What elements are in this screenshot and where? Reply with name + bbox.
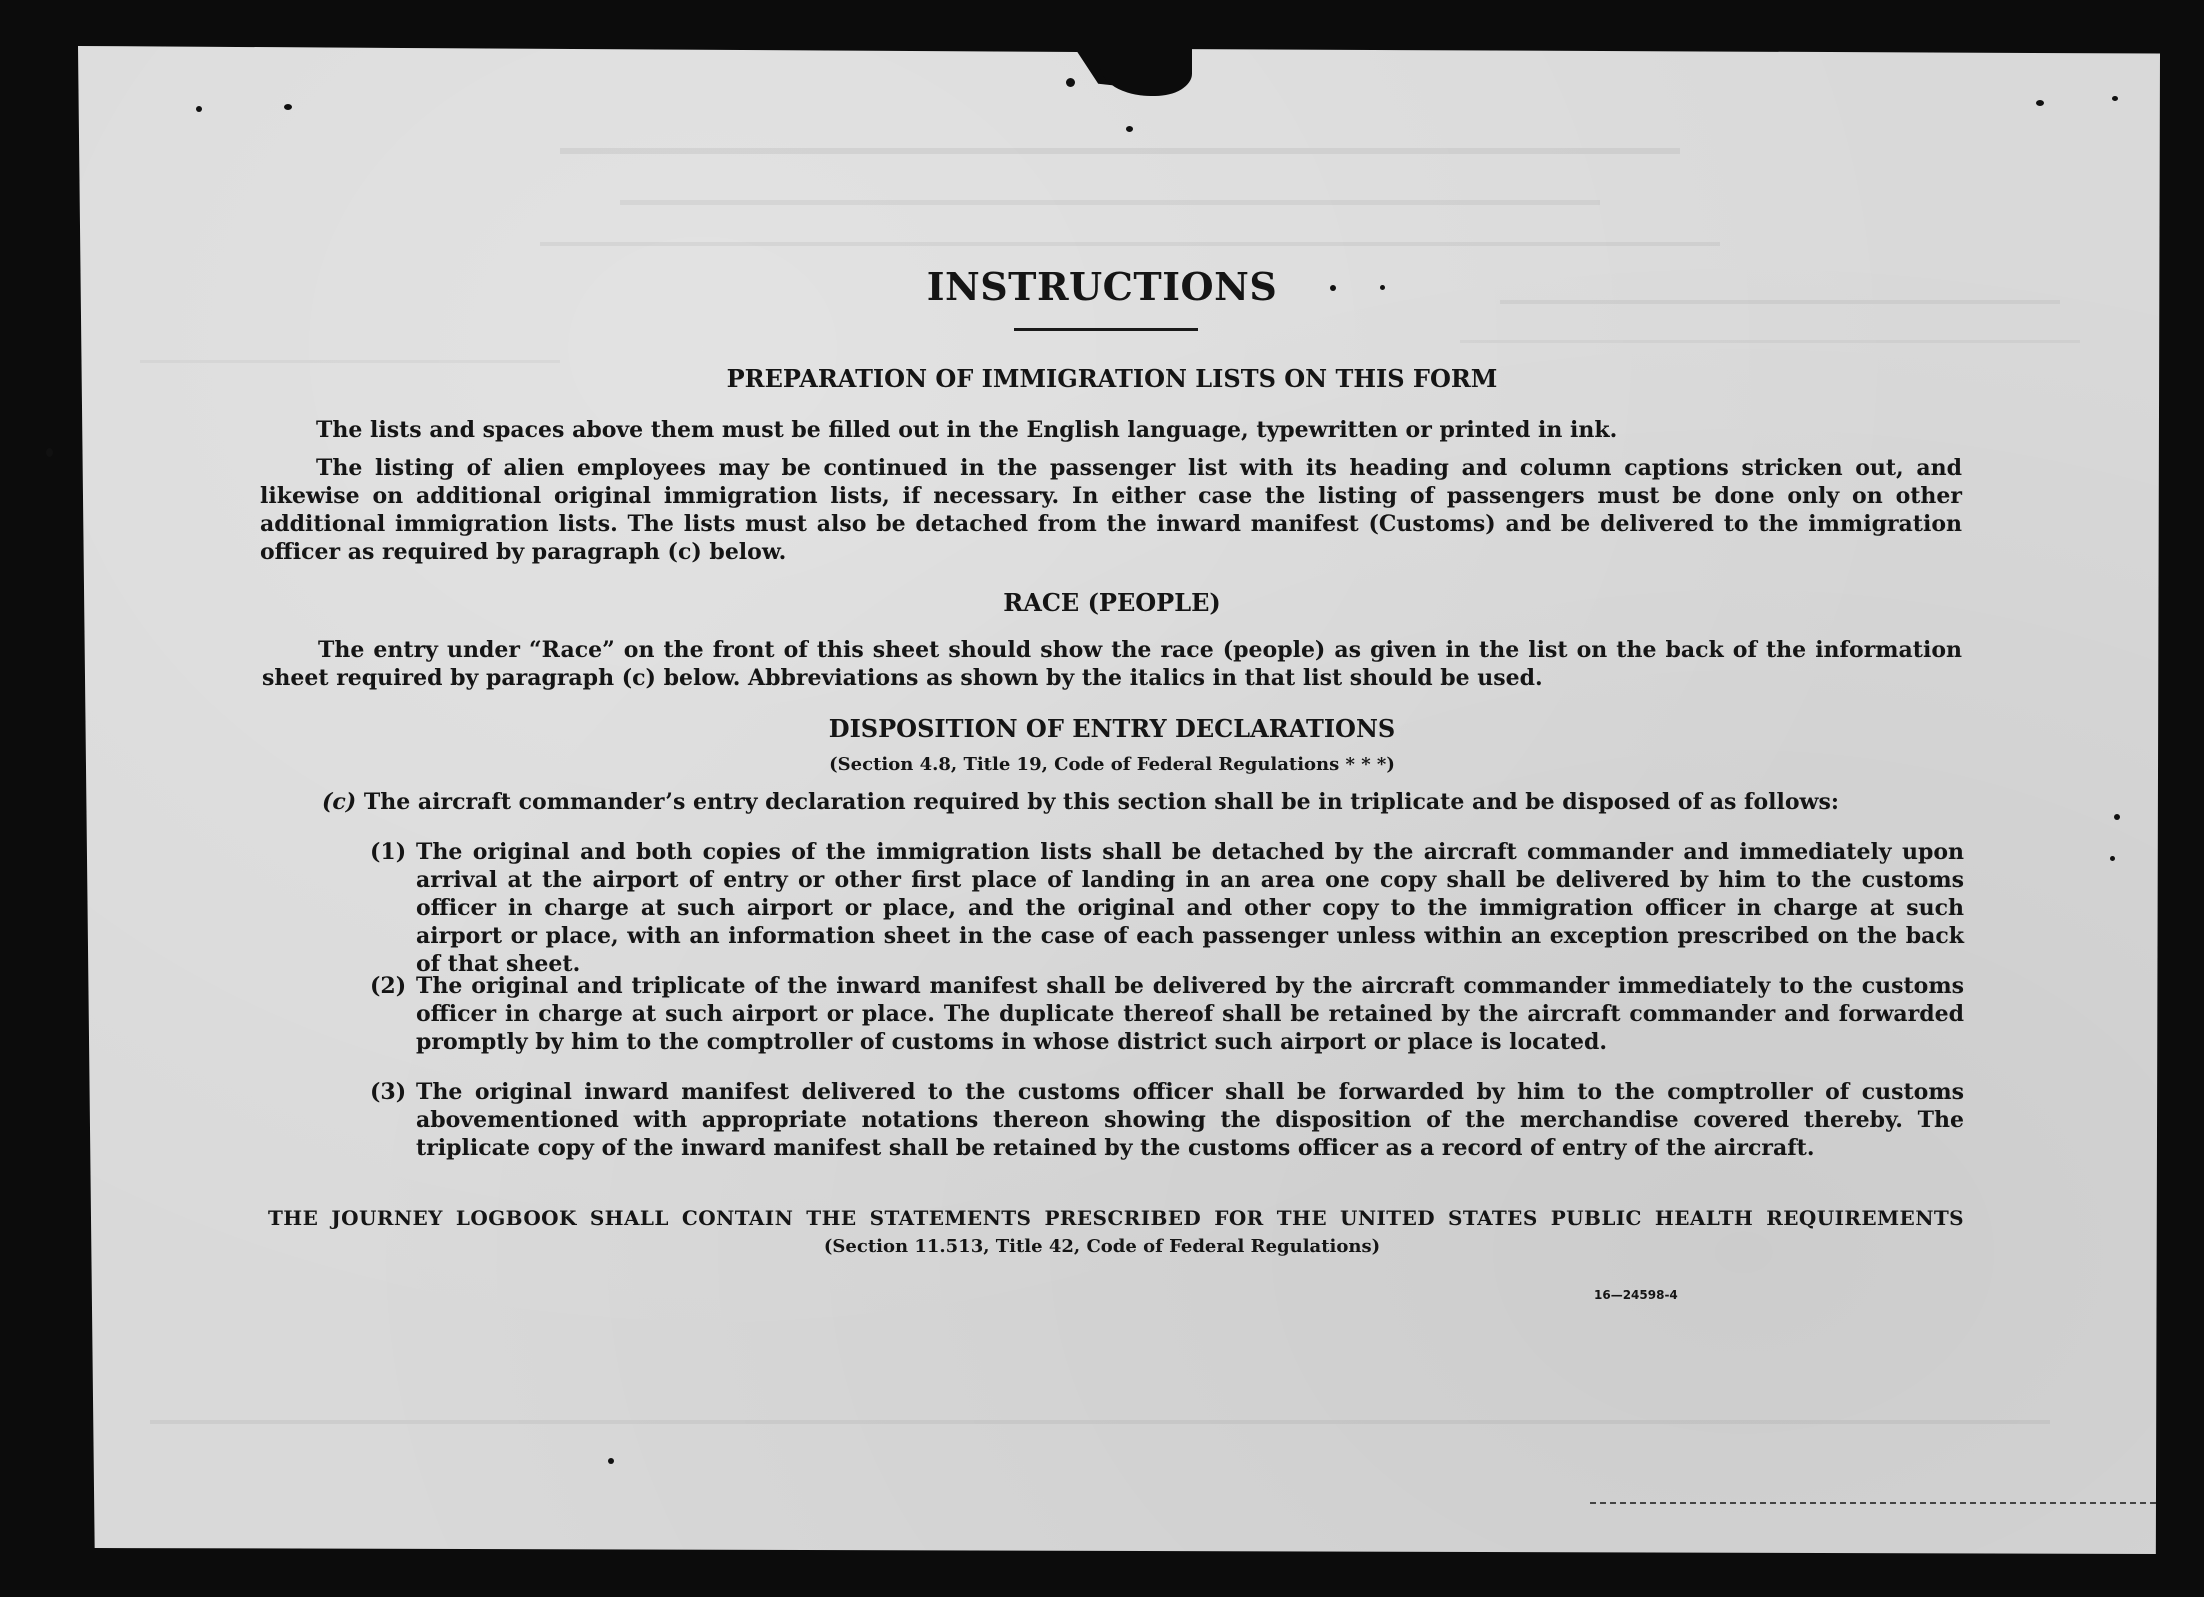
title-underline [1014, 328, 1198, 331]
list-item-number: (2) [370, 973, 407, 999]
section-subheading-regulation: (Section 4.8, Title 19, Code of Federal Regulations * * *) [829, 754, 1395, 775]
scan-speck [1066, 78, 1075, 87]
list-item-text: The original inward manifest delivered to the customs officer shall be forwarded by him to the comptroller of customs abovementioned with appropriate notations thereon showing the disposition of the merchandise covered thereby. The triplicate copy of the inward manifest shall be retained by the customs officer as a record of entry of the aircraft. [416, 1079, 1964, 1161]
scan-speck [1330, 285, 1336, 291]
page-title: INSTRUCTIONS [926, 264, 1278, 309]
scan-speck [2110, 856, 2115, 861]
list-item-text: The original and both copies of the immigration lists shall be detached by the aircraft commander and immediately upon arrival at the airport of entry or other first place of landing in an area one copy shall be delivered by him to the customs officer in charge at such airport or place, and the original and other copy to the immigration officer in charge at such airport or place, with an information sheet in the case of each passenger unless within an exception prescribed on the back of that sheet. [416, 839, 1964, 977]
section-heading-disposition: DISPOSITION OF ENTRY DECLARATIONS [828, 714, 1396, 743]
paragraph-c-text: The aircraft commander’s entry declaration required by this section shall be in triplicate and be disposed of as follows: [363, 789, 1839, 815]
scan-speck [196, 106, 202, 112]
paragraph-alien-employees: The listing of alien employees may be continued in the passenger list with its heading and column captions stricken out, and likewise on additional original immigration lists, if necessary. In either case the listing of passengers must be done only on other additional immigration lists. The lists must also be detached from the inward manifest (Customs) and be delivered to the immigration officer as required by paragraph (c) below. [260, 455, 1962, 565]
list-item [370, 972, 1964, 1056]
perforation-line [1590, 1502, 2156, 1504]
paragraph-race: The entry under “Race” on the front of this sheet should show the race (people) as given in the list on the back of the information sheet required by paragraph (c) below. Abbreviations as shown by the italics in that list should be used. [262, 637, 1962, 691]
section-heading-race: RACE (PEOPLE) [1003, 588, 1221, 617]
scan-speck [2114, 814, 2120, 820]
list-item-number: (3) [370, 1079, 407, 1105]
list-item [370, 838, 1964, 978]
list-item-text: The original and triplicate of the inward manifest shall be delivered by the aircraft commander immediately to the customs officer in charge at such airport or place. The duplicate thereof shall be retained by the aircraft commander and forwarded promptly by him to the comptroller of customs in whose district such airport or place is located. [416, 973, 1964, 1055]
form-number: 16—24598-4 [1594, 1288, 1678, 1302]
paragraph-lists-language: The lists and spaces above them must be filled out in the English language, typewritten or printed in ink. [316, 417, 1618, 443]
footer-health-statement: THE JOURNEY LOGBOOK SHALL CONTAIN THE STATEMENTS PRESCRIBED FOR THE UNITED STATES PUBLIC HEALTH REQUIREMENTS [268, 1206, 1964, 1230]
paragraph-c-label: (c) [322, 789, 357, 815]
scan-speck [2112, 96, 2118, 101]
scan-speck [2036, 100, 2044, 106]
section-heading-preparation: PREPARATION OF IMMIGRATION LISTS ON THIS FORM [726, 364, 1498, 393]
list-item-number: (1) [370, 839, 407, 865]
scan-speck [46, 448, 53, 457]
footer-regulation-reference: (Section 11.513, Title 42, Code of Federal Regulations) [823, 1236, 1381, 1257]
paragraph-c-intro [322, 788, 1982, 816]
scan-speck [608, 1458, 614, 1464]
scan-speck [1380, 285, 1385, 290]
scan-speck [284, 104, 292, 110]
list-item [370, 1078, 1964, 1162]
scan-speck [1126, 126, 1133, 132]
